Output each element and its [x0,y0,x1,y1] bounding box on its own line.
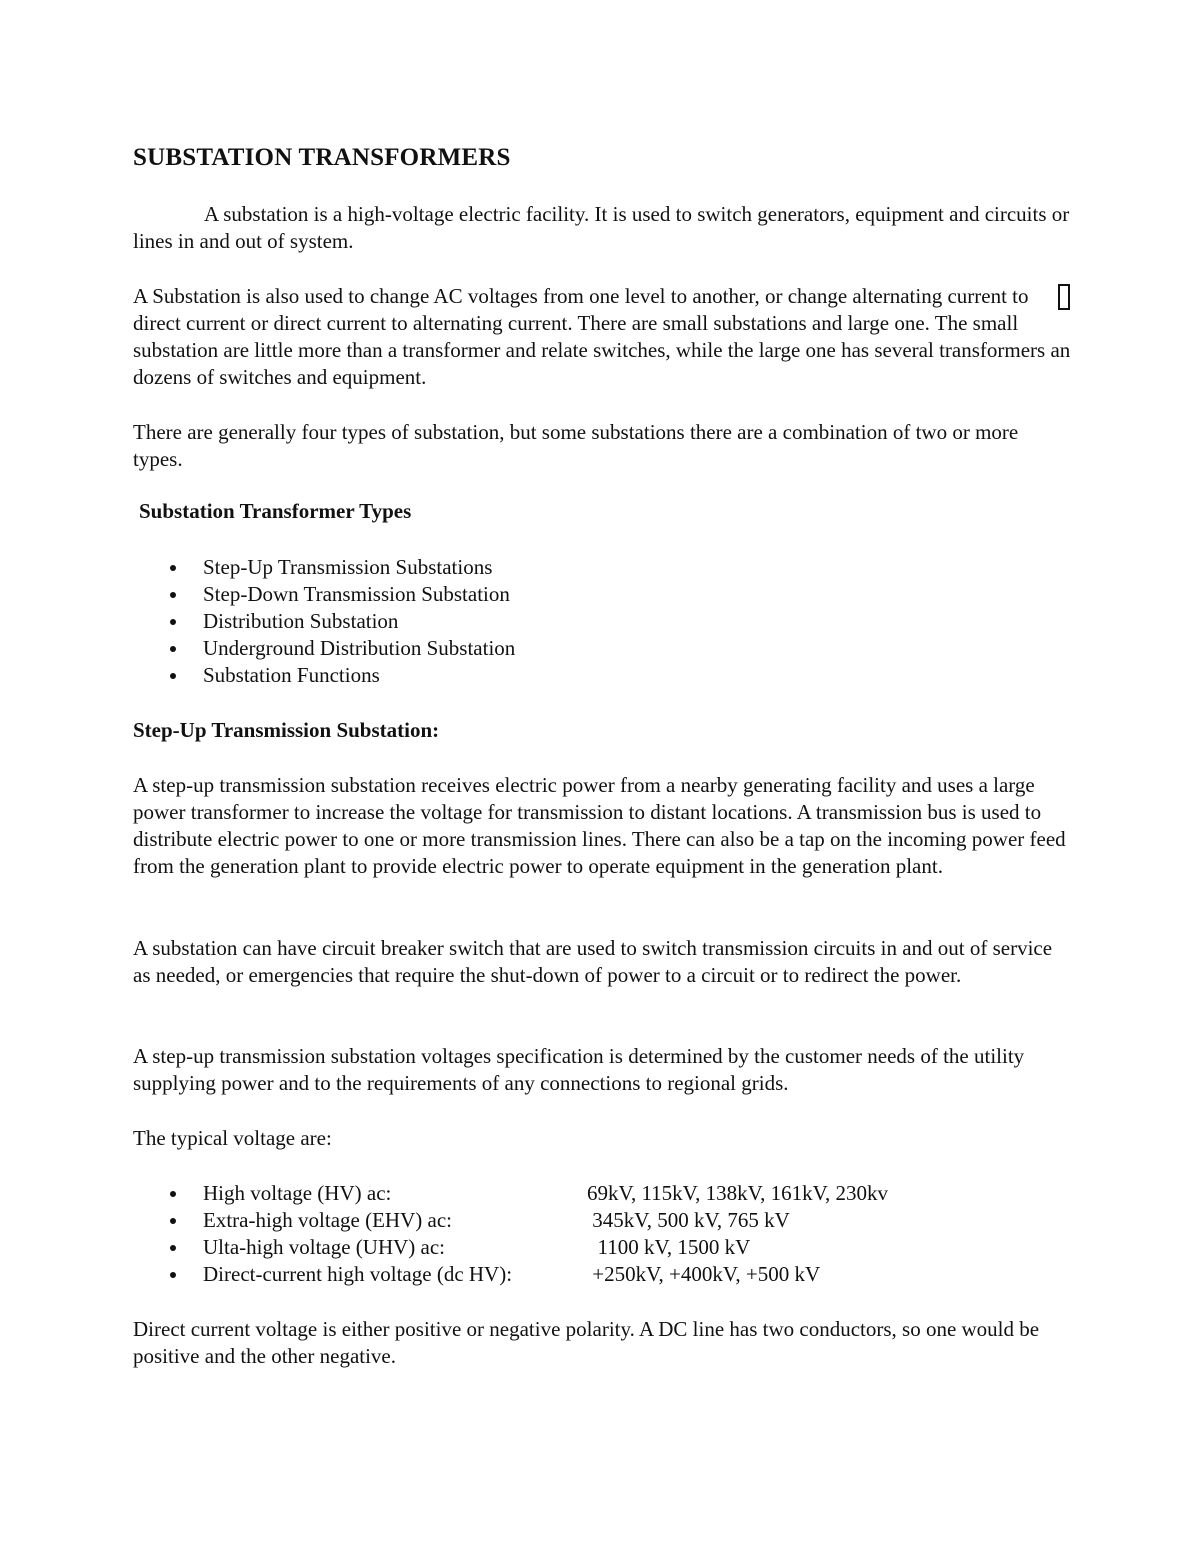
voltage-value: 69kV, 115kV, 138kV, 161kV, 230kv [587,1181,889,1205]
bullet-icon [170,1245,176,1251]
stepup-paragraph-2: A substation can have circuit breaker switch that are used to switch transmission circuits in and out of service as needed, or emergencies that require the shut-down of power to a circuit or to redirect the power. [133,936,1053,987]
bullet-icon [170,1218,176,1224]
voltage-value: 1100 kV, 1500 kV [587,1235,751,1259]
bullet-icon [170,1191,176,1197]
bullet-icon [170,646,176,652]
bullet-icon [170,619,176,625]
voltage-label: High voltage (HV) ac: [203,1181,392,1205]
bullet-icon [170,565,176,571]
voltage-intro: The typical voltage are: [133,1126,332,1150]
stepup-paragraph-3: A step-up transmission substation voltages specification is determined by the customer needs of the utility supplying power and to the requirements of any connections to regional grids. [133,1044,1025,1095]
voltage-label: Extra-high voltage (EHV) ac: [203,1208,452,1232]
intro-paragraph-3: There are generally four types of substation, but some substations there are a combination of two or more types. [133,420,1019,471]
intro-paragraph-1: A substation is a high-voltage electric facility. It is used to switch generators, equipment and circuits or lines in and out of system. [133,202,1070,253]
missing-glyph-icon [1058,284,1070,310]
voltage-list [133,1180,888,1288]
stepup-heading: Step-Up Transmission Substation: [133,718,440,742]
stepup-paragraph-1: A step-up transmission substation receives electric power from a nearby generating facility and uses a large power transformer to increase the voltage for transmission to distant locations. A transmission bus is used to distribute electric power to one or more transmission lines. There can also be a tap on the incoming power feed from the generation plant to provide electric power to operate equipment in the generation plant. [133,773,1066,878]
list-item: Substation Functions [133,662,515,689]
closing-paragraph: Direct current voltage is either positive or negative polarity. A DC line has two conductors, so one would be positive and the other negative. [133,1317,1040,1368]
types-heading: Substation Transformer Types [139,499,412,523]
list-item: Step-Down Transmission Substation [133,581,515,608]
voltage-label: Direct-current high voltage (dc HV): [203,1262,513,1286]
voltage-label: Ulta-high voltage (UHV) ac: [203,1235,446,1259]
bullet-icon [170,1272,176,1278]
intro-paragraph-2: A Substation is also used to change AC voltages from one level to another, or change alternating current to direct current or direct current to alternating current. There are small substations and large one. The small substation are little more than a transformer and relate switches, while the large one has several transformers an dozens of switches and equipment. [133,284,1071,389]
list-item: Underground Distribution Substation [133,635,515,662]
list-item [133,1180,888,1207]
list-item [133,1261,888,1288]
list-item: Step-Up Transmission Substations [133,554,515,581]
voltage-value: +250kV, +400kV, +500 kV [587,1262,821,1286]
voltage-value: 345kV, 500 kV, 765 kV [587,1208,790,1232]
list-item [133,1234,888,1261]
types-list [133,554,515,689]
list-item: Distribution Substation [133,608,515,635]
page-title: SUBSTATION TRANSFORMERS [133,144,511,171]
list-item [133,1207,888,1234]
bullet-icon [170,673,176,679]
bullet-icon [170,592,176,598]
